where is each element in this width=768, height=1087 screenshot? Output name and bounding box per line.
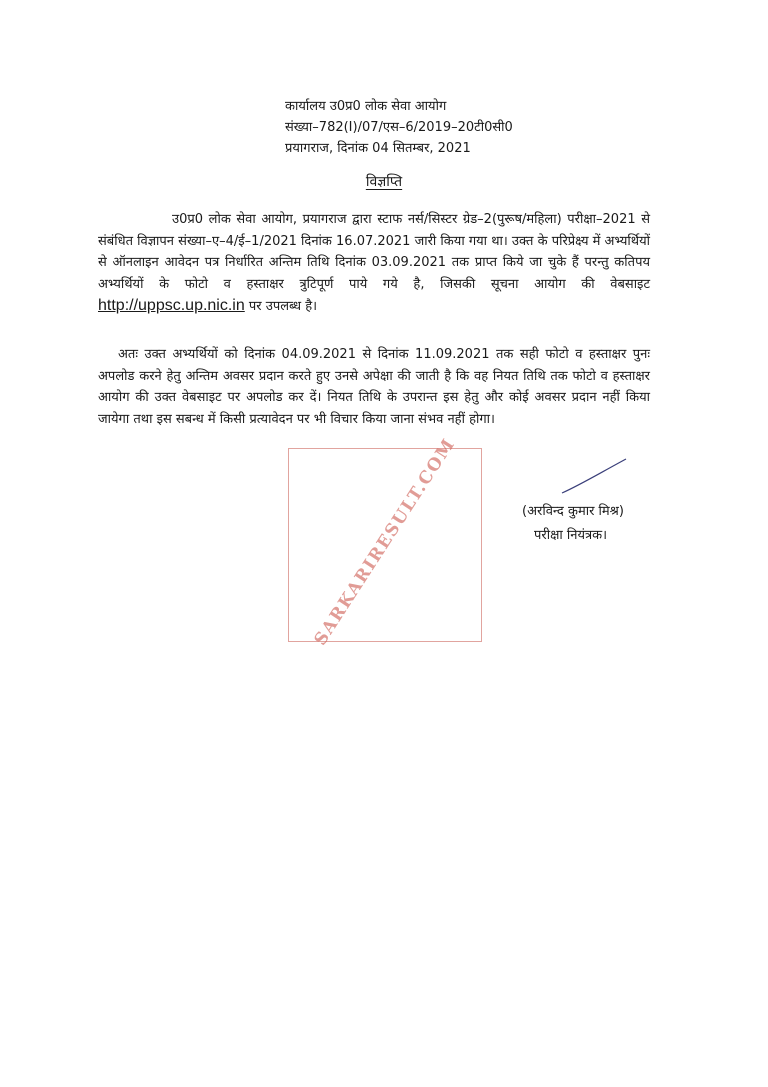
signatory-designation: परीक्षा नियंत्रक। xyxy=(534,528,608,543)
website-link[interactable]: http://uppsc.up.nic.in xyxy=(98,297,245,314)
office-header xyxy=(285,96,513,159)
notice-paragraph-1 xyxy=(98,209,650,318)
office-name: कार्यालय उ0प्र0 लोक सेवा आयोग xyxy=(285,99,447,114)
watermark-text: SARKARIRESULT.COM xyxy=(310,434,460,650)
notice-title xyxy=(0,172,768,191)
place-date: प्रयागराज, दिनांक 04 सितम्बर, 2021 xyxy=(285,141,471,156)
paragraph-1-end: पर उपलब्ध है। xyxy=(244,299,318,314)
notice-paragraph-2: अतः उक्त अभ्यर्थियों को दिनांक 04.09.2021 से दिनांक 11.09.2021 तक सही फोटो व हस्ताक्षर पुनः अपलोड करने हेतु अन्तिम अवसर प्रदान करते हुए उनसे अपेक्षा की जाती है कि वह नियत तिथि तक फोटो व हस्ताक्षर आयोग की उक्त वेबसाइट पर अपलोड कर दें। नियत तिथि के उपरान्त इस हेतु और कोई अवसर प्रदान नहीं किया जायेगा तथा इस सबन्ध में किसी प्रत्यावेदन पर भी विचार किया जाना संभव नहीं होगा। xyxy=(98,347,650,427)
paragraph-1-text: उ0प्र0 लोक सेवा आयोग, प्रयागराज द्वारा स्टाफ नर्स/सिस्टर ग्रेड–2(पुरूष/महिला) परीक्षा–2021 से संबंधित विज्ञापन संख्या–ए–4/ई–1/2021 दिनांक 16.07.2021 जारी किया गया था। उक्त के परिप्रेक्ष्य में अभ्यर्थियों से ऑनलाइन आवेदन पत्र निर्धारित अन्तिम तिथि दिनांक 03.09.2021 तक प्राप्त किये जा चुके हैं परन्तु कतिपय अभ्यर्थियों के फोटो व हस्ताक्षर त्रुटिपूर्ण पाये गये है, जिसकी सूचना आयोग की वेबसाइट xyxy=(98,212,650,292)
signature-mark xyxy=(560,455,630,495)
reference-number: संख्या–782(I)/07/एस–6/2019–20टी0सी0 xyxy=(285,120,513,135)
notice-title-text: विज्ञप्ति xyxy=(365,174,403,190)
signatory-name: (अरविन्द कुमार मिश्र) xyxy=(522,504,624,519)
